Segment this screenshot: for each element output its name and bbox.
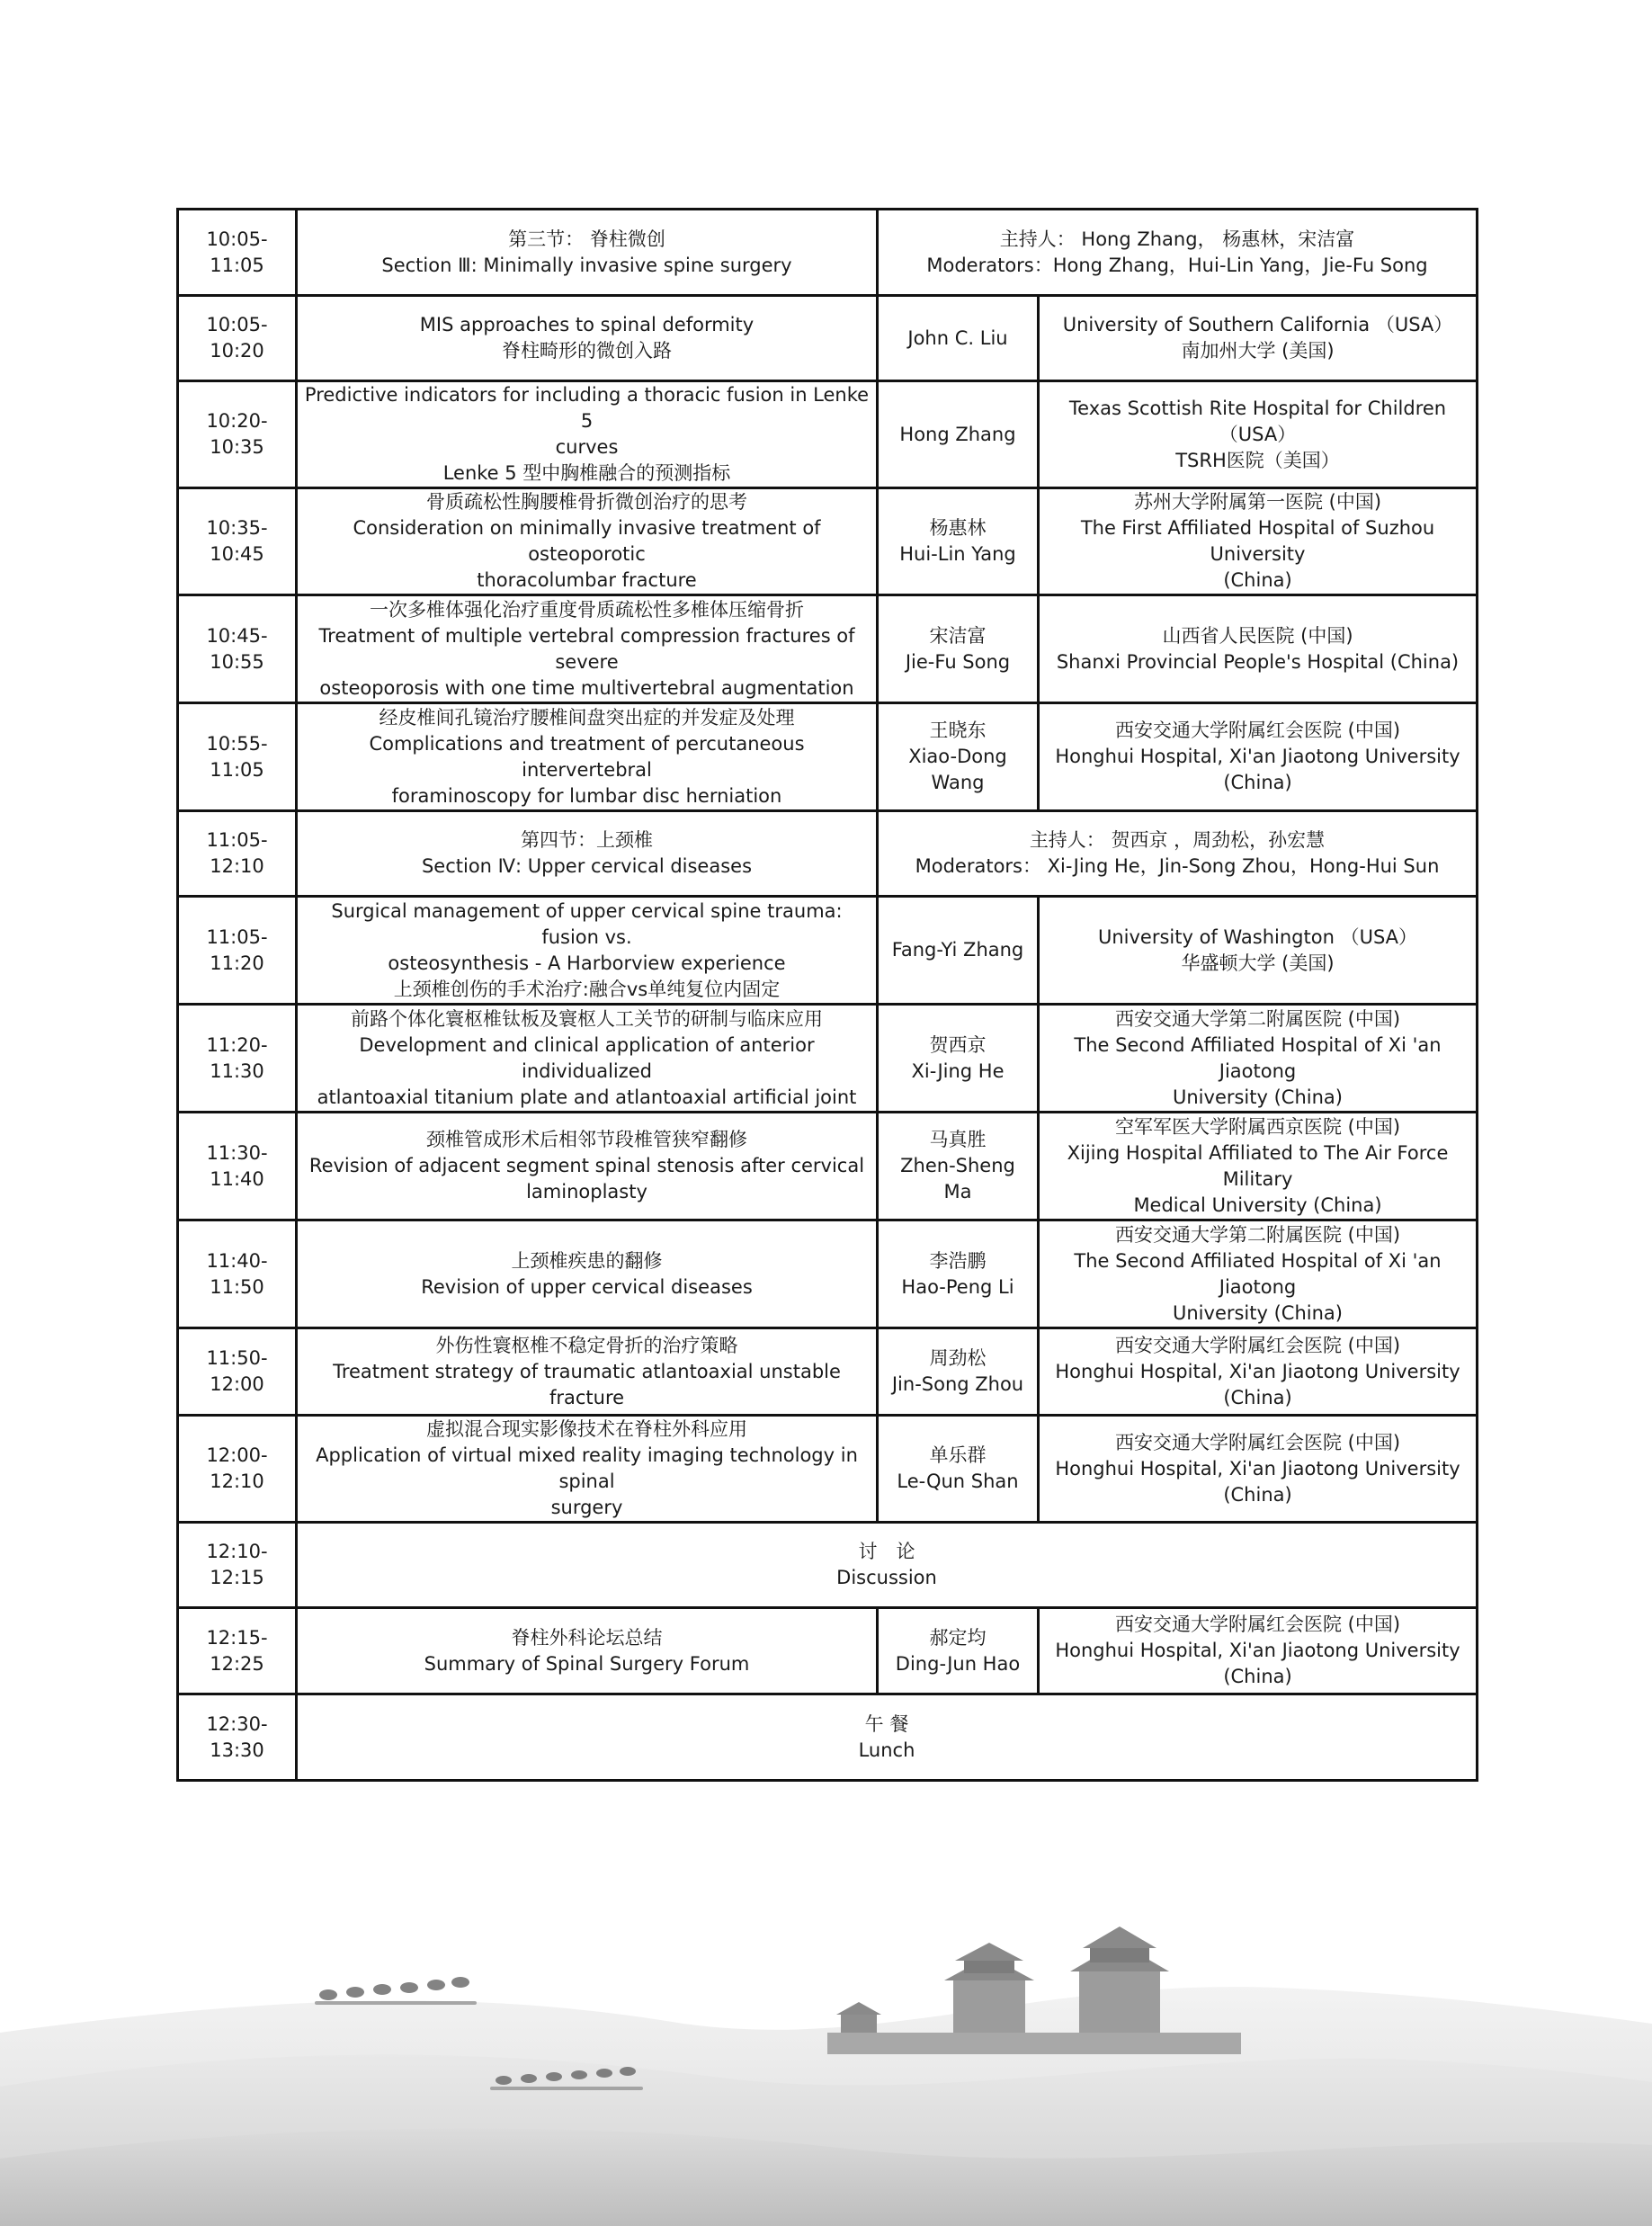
speaker-affiliation: [1039, 488, 1478, 595]
break-title-line: 讨 论: [858, 1541, 915, 1562]
speaker-name: [878, 1608, 1039, 1694]
speaker-affiliation: [1039, 595, 1478, 703]
speaker-name: [878, 897, 1039, 1005]
time-slot: 11:50-12:00: [178, 1328, 297, 1416]
speaker-affiliation: [1039, 1113, 1478, 1220]
talk-topic-line: osteosynthesis - A Harborview experience: [388, 952, 786, 974]
speaker-name: [878, 488, 1039, 595]
break-title-line: 午 餐: [864, 1712, 909, 1735]
break-title-line: Lunch: [858, 1739, 915, 1761]
talk-topic: [297, 1005, 878, 1113]
talk-topic: [297, 703, 878, 811]
speaker-affiliation-line: The Second Affiliated Hospital of Xi 'an Jiaotong: [1074, 1033, 1442, 1082]
time-slot: 11:05-11:20: [178, 897, 297, 1005]
speaker-name-line: Xi-Jing He: [911, 1059, 1005, 1082]
talk-topic-line: 一次多椎体强化治疗重度骨质疏松性多椎体压缩骨折: [370, 598, 804, 621]
section-title: [297, 210, 878, 296]
talk-topic: [297, 1113, 878, 1220]
speaker-name-line: Le-Qun Shan: [897, 1471, 1019, 1492]
talk-topic-line: atlantoaxial titanium plate and atlantoaxial artificial joint: [317, 1086, 857, 1108]
speaker-affiliation: [1039, 1005, 1478, 1113]
session-row: [178, 1113, 1478, 1220]
section-row: [178, 210, 1478, 296]
speaker-affiliation-line: Medical University (China): [1133, 1193, 1382, 1216]
talk-topic: [297, 1608, 878, 1694]
speaker-name-line: Hao-Peng Li: [901, 1275, 1014, 1298]
speaker-name: [878, 296, 1039, 381]
moderators: [878, 811, 1478, 897]
talk-topic-line: Complications and treatment of percutaneous intervertebral: [369, 732, 805, 781]
break-title: [297, 1694, 1478, 1781]
talk-topic: [297, 1416, 878, 1523]
speaker-name: [878, 1416, 1039, 1523]
talk-topic: [297, 897, 878, 1005]
speaker-affiliation-line: 西安交通大学第二附属医院 (中国): [1114, 1007, 1401, 1030]
talk-topic-line: thoracolumbar fracture: [477, 569, 697, 591]
speaker-name: [878, 1328, 1039, 1416]
talk-topic: [297, 488, 878, 595]
speaker-affiliation: [1039, 1220, 1478, 1328]
talk-topic: [297, 381, 878, 488]
session-row: [178, 703, 1478, 811]
speaker-name-line: 马真胜: [929, 1129, 987, 1150]
speaker-name-line: 郝定均: [929, 1626, 987, 1649]
talk-topic-line: MIS approaches to spinal deformity: [419, 314, 755, 335]
speaker-affiliation: [1039, 1328, 1478, 1416]
session-row: [178, 381, 1478, 488]
talk-topic-line: 外伤性寰枢椎不稳定骨折的治疗策略: [435, 1334, 738, 1356]
talk-topic-line: 上颈椎疾患的翻修: [511, 1249, 663, 1272]
speaker-name: [878, 1113, 1039, 1220]
speaker-affiliation-line: Xijing Hospital Affiliated to The Air Force Military: [1067, 1141, 1449, 1190]
time-slot: 11:30-11:40: [178, 1113, 297, 1220]
session-row: [178, 296, 1478, 381]
speaker-affiliation-line: Texas Scottish Rite Hospital for Children （USA）: [1068, 397, 1447, 445]
speaker-affiliation-line: The Second Affiliated Hospital of Xi 'an Jiaotong: [1074, 1249, 1442, 1298]
speaker-affiliation: [1039, 1416, 1478, 1523]
speaker-affiliation-line: 西安交通大学附属红会医院 (中国): [1114, 1614, 1401, 1635]
break-row: [178, 1694, 1478, 1781]
speaker-affiliation-line: 山西省人民医院 (中国): [1162, 624, 1353, 647]
speaker-affiliation-line: Shanxi Provincial People's Hospital (China): [1056, 650, 1460, 673]
talk-topic: [297, 1220, 878, 1328]
session-row: [178, 1005, 1478, 1113]
section-title-line: Section Ⅳ: Upper cervical diseases: [421, 855, 753, 877]
speaker-affiliation-line: 苏州大学附属第一医院 (中国): [1133, 491, 1382, 513]
speaker-affiliation-line: 西安交通大学第二附属医院 (中国): [1114, 1223, 1401, 1246]
talk-topic-line: Summary of Spinal Surgery Forum: [424, 1652, 750, 1675]
moderators-line: Moderators：Hong Zhang，Hui-Lin Yang，Jie-Fu Song: [926, 254, 1428, 276]
talk-topic-line: Predictive indicators for including a thoracic fusion in Lenke 5: [304, 384, 870, 432]
speaker-affiliation-line: 空军军医大学附属西京医院 (中国): [1114, 1115, 1401, 1138]
talk-topic-line: Application of virtual mixed reality imaging technology in spinal: [316, 1444, 858, 1492]
moderators-line: 主持人： 贺西京 ，周劲松，孙宏慧: [1029, 829, 1326, 851]
time-slot: 10:05-10:20: [178, 296, 297, 381]
time-slot: 10:05-11:05: [178, 210, 297, 296]
speaker-name-line: 周劲松: [929, 1347, 987, 1369]
speaker-name-line: Jie-Fu Song: [905, 650, 1011, 673]
talk-topic-line: Lenke 5 型中胸椎融合的预测指标: [442, 462, 731, 484]
speaker-affiliation: [1039, 897, 1478, 1005]
talk-topic-line: 骨质疏松性胸腰椎骨折微创治疗的思考: [426, 491, 747, 513]
section-title: [297, 811, 878, 897]
speaker-name: [878, 1005, 1039, 1113]
talk-topic-line: Surgical management of upper cervical spine trauma: fusion vs.: [331, 899, 843, 948]
session-row: [178, 1416, 1478, 1523]
speaker-affiliation-line: (China): [1223, 1386, 1292, 1408]
talk-topic: [297, 595, 878, 703]
speaker-name-line: Xiao-Dong Wang: [908, 746, 1007, 793]
speaker-affiliation-line: 华盛顿大学 (美国): [1181, 952, 1335, 974]
session-row: [178, 1328, 1478, 1416]
speaker-affiliation-line: University of Southern California （USA）: [1062, 314, 1453, 335]
schedule-table: [176, 208, 1478, 1782]
talk-topic-line: Development and clinical application of anterior individualized: [359, 1033, 815, 1082]
section-row: [178, 811, 1478, 897]
moderators-line: Moderators： Xi-Jing He，Jin-Song Zhou，Hong-Hui Sun: [915, 855, 1440, 877]
speaker-affiliation-line: (China): [1223, 569, 1292, 591]
talk-topic: [297, 1328, 878, 1416]
speaker-affiliation-line: (China): [1223, 1666, 1292, 1687]
time-slot: 10:35-10:45: [178, 488, 297, 595]
speaker-affiliation: [1039, 703, 1478, 811]
talk-topic-line: 脊柱畸形的微创入路: [502, 340, 672, 362]
speaker-affiliation-line: University (China): [1173, 1301, 1343, 1324]
session-row: [178, 1220, 1478, 1328]
session-row: [178, 488, 1478, 595]
time-slot: 12:10-12:15: [178, 1523, 297, 1608]
session-row: [178, 595, 1478, 703]
talk-topic-line: Revision of adjacent segment spinal stenosis after cervical: [308, 1155, 865, 1176]
time-slot: 11:40-11:50: [178, 1220, 297, 1328]
speaker-affiliation-line: The First Affiliated Hospital of Suzhou University: [1080, 517, 1435, 565]
section-title-line: 第四节：上颈椎: [521, 829, 653, 851]
talk-topic-line: 上颈椎创伤的手术治疗:融合vs单纯复位内固定: [393, 978, 781, 1000]
talk-topic-line: Treatment of multiple vertebral compression fractures of severe: [318, 624, 855, 673]
talk-topic-line: Treatment strategy of traumatic atlantoaxial unstable fracture: [333, 1360, 841, 1408]
speaker-affiliation-line: TSRH医院（美国）: [1175, 449, 1340, 471]
time-slot: 12:00-12:10: [178, 1416, 297, 1523]
talk-topic-line: 经皮椎间孔镜治疗腰椎间盘突出症的并发症及处理: [379, 706, 795, 729]
speaker-name-line: Hui-Lin Yang: [899, 543, 1016, 565]
schedule-body: [178, 210, 1478, 1781]
speaker-name-line: Hong Zhang: [899, 423, 1016, 445]
speaker-affiliation: [1039, 381, 1478, 488]
section-title-line: Section Ⅲ: Minimally invasive spine surgery: [381, 254, 792, 276]
speaker-name-line: 单乐群: [929, 1444, 987, 1466]
time-slot: 12:30-13:30: [178, 1694, 297, 1781]
talk-topic-line: 前路个体化寰枢椎钛板及寰枢人工关节的研制与临床应用: [351, 1007, 823, 1030]
speaker-name-line: 李浩鹏: [929, 1249, 987, 1272]
speaker-affiliation-line: University (China): [1173, 1086, 1343, 1108]
talk-topic-line: curves: [555, 436, 619, 458]
break-row: [178, 1523, 1478, 1608]
talk-topic-line: surgery: [550, 1497, 623, 1518]
time-slot: 11:20-11:30: [178, 1005, 297, 1113]
section-title-line: 第三节： 脊柱微创: [508, 228, 665, 250]
break-title-line: Discussion: [836, 1567, 937, 1588]
talk-topic-line: foraminoscopy for lumbar disc herniation: [391, 784, 782, 807]
speaker-name-line: 贺西京: [929, 1033, 987, 1056]
talk-topic-line: osteoporosis with one time multivertebral augmentation: [319, 676, 854, 699]
speaker-affiliation-line: 西安交通大学附属红会医院 (中国): [1114, 720, 1401, 741]
talk-topic-line: 虚拟混合现实影像技术在脊柱外科应用: [426, 1418, 747, 1440]
camel-caravan-upper: [315, 1977, 477, 2005]
speaker-name: [878, 1220, 1039, 1328]
speaker-name-line: Ding-Jun Hao: [895, 1652, 1021, 1675]
session-row: [178, 897, 1478, 1005]
talk-topic-line: Revision of upper cervical diseases: [421, 1275, 753, 1298]
speaker-name-line: Zhen-Sheng Ma: [900, 1155, 1015, 1202]
break-title: [297, 1523, 1478, 1608]
talk-topic-line: Consideration on minimally invasive treatment of osteoporotic: [353, 517, 821, 565]
speaker-affiliation-line: University of Washington （USA）: [1097, 925, 1418, 948]
speaker-affiliation-line: 南加州大学 (美国): [1181, 340, 1335, 362]
speaker-affiliation-line: (China): [1223, 1483, 1292, 1506]
talk-topic-line: 颈椎管成形术后相邻节段椎管狭窄翻修: [426, 1129, 747, 1150]
time-slot: 10:20-10:35: [178, 381, 297, 488]
speaker-name: [878, 381, 1039, 488]
talk-topic-line: 脊柱外科论坛总结: [511, 1626, 663, 1649]
speaker-name-line: 宋洁富: [929, 624, 987, 647]
speaker-name-line: Jin-Song Zhou: [891, 1373, 1024, 1395]
speaker-name: [878, 595, 1039, 703]
speaker-name-line: 杨惠林: [929, 517, 987, 539]
time-slot: 10:55-11:05: [178, 703, 297, 811]
session-row: [178, 1608, 1478, 1694]
time-slot: 10:45-10:55: [178, 595, 297, 703]
speaker-affiliation-line: Honghui Hospital, Xi'an Jiaotong University: [1055, 1360, 1460, 1382]
speaker-affiliation-line: Honghui Hospital, Xi'an Jiaotong University: [1055, 1457, 1460, 1480]
speaker-affiliation-line: 西安交通大学附属红会医院 (中国): [1114, 1431, 1401, 1453]
talk-topic-line: laminoplasty: [526, 1181, 647, 1202]
speaker-affiliation-line: Honghui Hospital, Xi'an Jiaotong University: [1055, 1640, 1460, 1661]
speaker-name-line: Fang-Yi Zhang: [891, 939, 1024, 961]
desert-landscape-illustration: [0, 1916, 1652, 2226]
speaker-name-line: 王晓东: [929, 720, 987, 741]
speaker-affiliation-line: 西安交通大学附属红会医院 (中国): [1114, 1334, 1401, 1356]
speaker-affiliation-line: Honghui Hospital, Xi'an Jiaotong University: [1055, 746, 1460, 767]
moderators-line: 主持人： Hong Zhang， 杨惠林，宋洁富: [999, 228, 1355, 250]
speaker-affiliation: [1039, 1608, 1478, 1694]
speaker-affiliation-line: (China): [1223, 772, 1292, 793]
moderators: [878, 210, 1478, 296]
time-slot: 11:05-12:10: [178, 811, 297, 897]
speaker-affiliation: [1039, 296, 1478, 381]
speaker-name: [878, 703, 1039, 811]
speaker-name-line: John C. Liu: [907, 326, 1008, 349]
talk-topic: [297, 296, 878, 381]
time-slot: 12:15-12:25: [178, 1608, 297, 1694]
